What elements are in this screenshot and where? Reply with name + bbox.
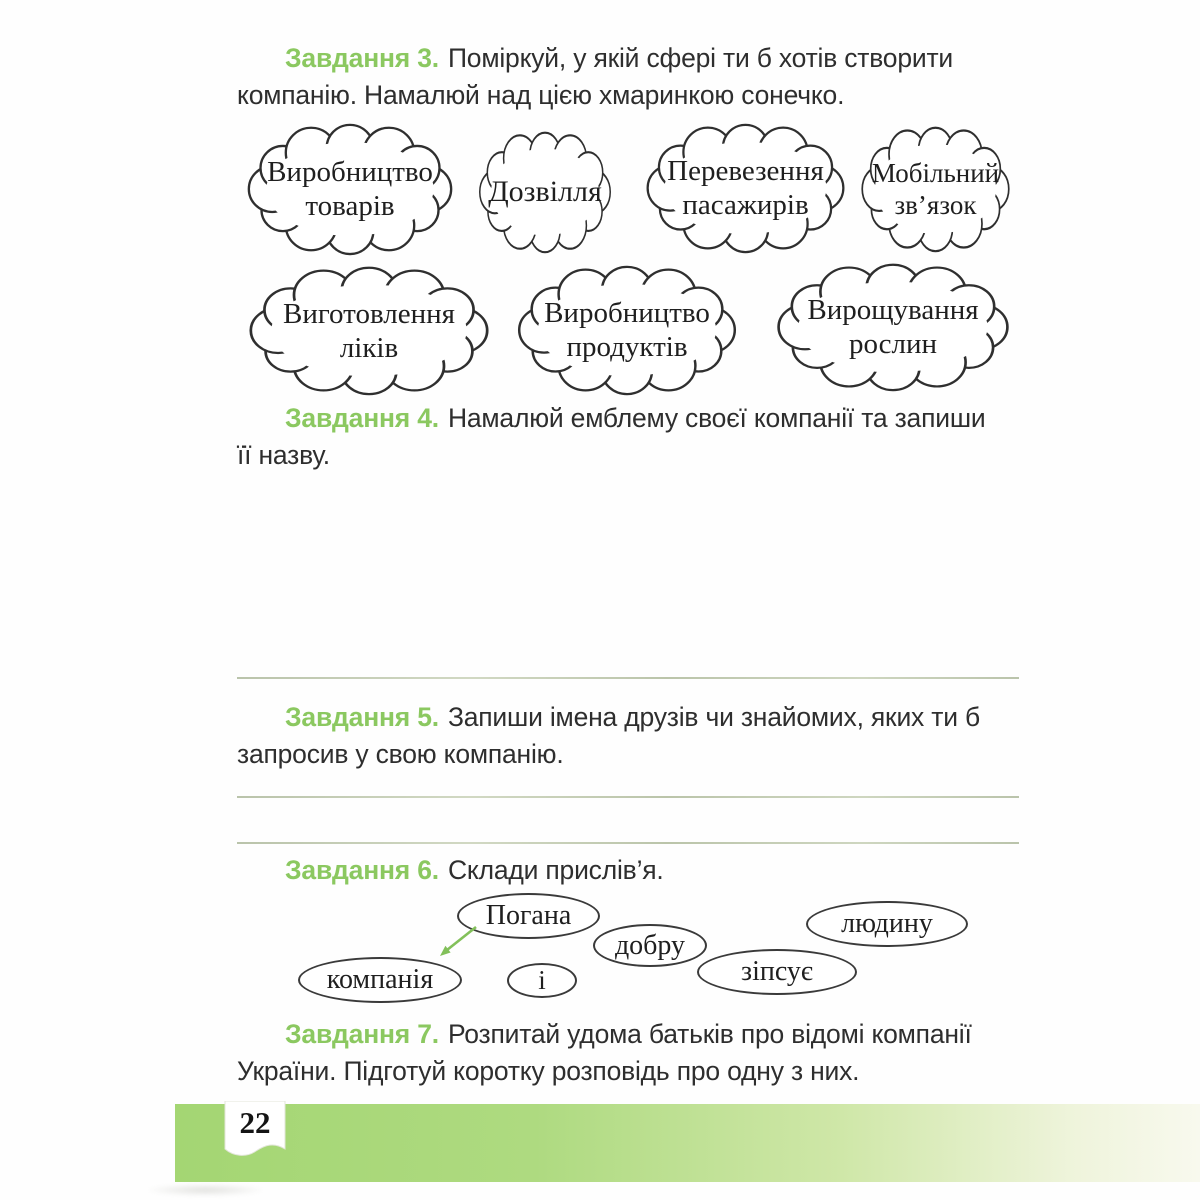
proverb-word-oval-i [507,963,577,998]
task-6-text-line1: Склади прислів’я. [447,855,664,885]
task-6-paragraph [237,852,1027,889]
cloud-label: Виробництво продуктів [544,297,710,363]
task-5-text-line1: Запиши імена друзів чи знайомих, яких ти б [447,702,980,732]
sphere-cloud-goods [243,122,457,256]
task-7-paragraph [237,1016,1027,1090]
task-5-paragraph [237,699,1027,773]
writing-line [237,842,1019,844]
page-number: 22 [239,1105,271,1140]
writing-line [237,677,1019,679]
task-4-label: Завдання 4. [285,403,439,433]
proverb-word: зіпсує [741,956,813,987]
sphere-cloud-mobile [858,125,1013,253]
task-3-text-line2: компанію. Намалюй над цією хмаринкою сонечко. [237,80,845,110]
cloud-label: Вирощування рослин [807,294,979,360]
cloud-label: Мобільний зв’язок [871,158,1000,220]
page-number-ribbon [222,1101,288,1165]
sphere-cloud-transport [642,122,849,254]
proverb-word-oval-zipsuie [697,949,857,995]
sphere-cloud-food [513,264,741,396]
sphere-cloud-medicine [244,265,494,396]
task-5-text-line2: запросив у свою компанію. [237,739,564,769]
proverb-word: компанія [326,964,434,995]
task-3-label: Завдання 3. [285,43,439,73]
writing-line [237,796,1019,798]
cloud-label: Виготовлення ліків [283,297,455,364]
task-6-label: Завдання 6. [285,855,439,885]
task-7-text-line1: Розпитай удома батьків про відомі компанії [447,1019,972,1049]
proverb-word: людину [841,908,933,939]
task-4-text-line1: Намалюй емблему своєї компанії та запиши [447,403,986,433]
cloud-label: Виробництво товарів [267,156,433,222]
proverb-arrow-icon [432,922,480,966]
proverb-word: і [538,965,546,995]
cloud-label: Перевезення пасажирів [667,155,824,221]
proverb-word-oval-dobru [593,924,707,967]
task-7-label: Завдання 7. [285,1019,439,1049]
task-7-text-line2: України. Підготуй коротку розповідь про одну з них. [237,1056,860,1086]
task-3-text-line1: Поміркуй, у якій сфері ти б хотів створити [447,43,954,73]
sphere-cloud-leisure [476,130,614,254]
cloud-label: Дозвілля [488,175,602,208]
proverb-word: Погана [485,900,572,931]
task-4-text-line2: її назву. [237,440,330,470]
task-5-label: Завдання 5. [285,702,439,732]
scan-smudge [148,1184,263,1196]
task-3-paragraph [237,40,1027,114]
proverb-word: добру [614,929,686,961]
sphere-cloud-plants [772,262,1014,392]
task-4-paragraph [237,400,1027,474]
proverb-word-oval-liudynu [806,901,968,947]
footer-bar [175,1104,1200,1182]
